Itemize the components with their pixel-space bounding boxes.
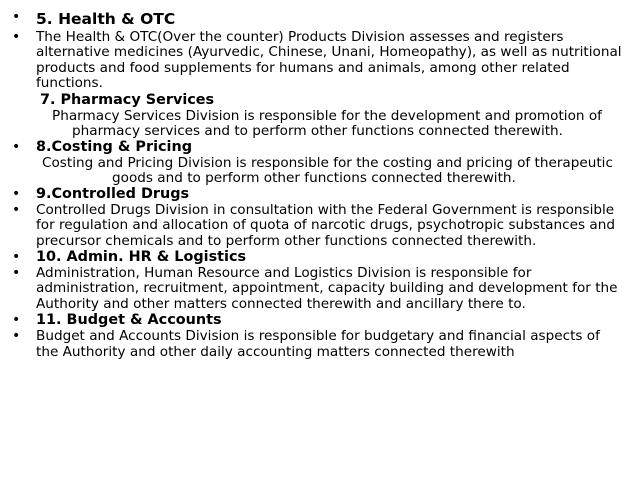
section-controlled-drugs-heading	[0, 187, 624, 202]
heading-text: 8.Costing & Pricing	[36, 138, 193, 155]
section-pharmacy-body: Pharmacy Services Division is responsible for the development and promotion of pharmacy services and to perform other functions connected therewith.	[52, 108, 602, 140]
body-text: Budget and Accounts Division is responsible for budgetary and financial aspects of the Authority and other daily accounting matters connected therewith	[36, 328, 600, 360]
section-admin-heading	[0, 250, 624, 265]
heading-text: 11. Budget & Accounts	[36, 312, 222, 329]
bullet-icon: •	[12, 138, 21, 155]
body-text: Controlled Drugs Division in consultation with the Federal Government is responsible for regulation and allocation of quota of narcotic drugs, psychotropic substances and precursor chemicals and to perform other functions connected therewith.	[36, 201, 615, 249]
bullet-icon: •	[12, 265, 21, 282]
bullet-icon: •	[12, 312, 21, 329]
section-pharmacy-heading: 7. Pharmacy Services	[40, 92, 215, 109]
bullet-icon: •	[12, 185, 21, 202]
heading-text: 5. Health & OTC	[36, 10, 176, 28]
body-text: The Health & OTC(Over the counter) Products Division assesses and registers alternative medicines (Ayurvedic, Chinese, Unani, Homeopathy), as well as nutritional products and food supplements for humans and animals, among other related functions.	[36, 29, 622, 91]
bullet-icon: •	[12, 29, 21, 45]
bullet-icon: •	[12, 328, 21, 345]
heading-text: 10. Admin. HR & Logistics	[36, 248, 247, 265]
section-budget-body	[0, 329, 624, 360]
section-health-otc-heading	[0, 10, 624, 29]
body-line-1: Costing and Pricing Division is responsible for the costing and pricing of therapeutic	[42, 155, 613, 172]
section-costing-heading	[0, 140, 624, 155]
bullet-icon: •	[12, 9, 21, 25]
body-line-2: goods and to perform other functions connected therewith.	[112, 170, 516, 187]
body-text: Administration, Human Resource and Logistics Division is responsible for administration, recruitment, appointment, capacity building and development for the Authority and other matters connected therewith and ancillary there to.	[36, 265, 618, 312]
bullet-icon: •	[12, 201, 21, 218]
section-health-otc-body	[0, 30, 624, 91]
section-budget-heading	[0, 313, 624, 328]
section-admin-body	[0, 266, 624, 312]
section-controlled-drugs-body	[0, 203, 624, 249]
heading-text: 9.Controlled Drugs	[36, 185, 190, 202]
section-costing-body	[0, 156, 624, 187]
bullet-icon: •	[12, 248, 21, 265]
